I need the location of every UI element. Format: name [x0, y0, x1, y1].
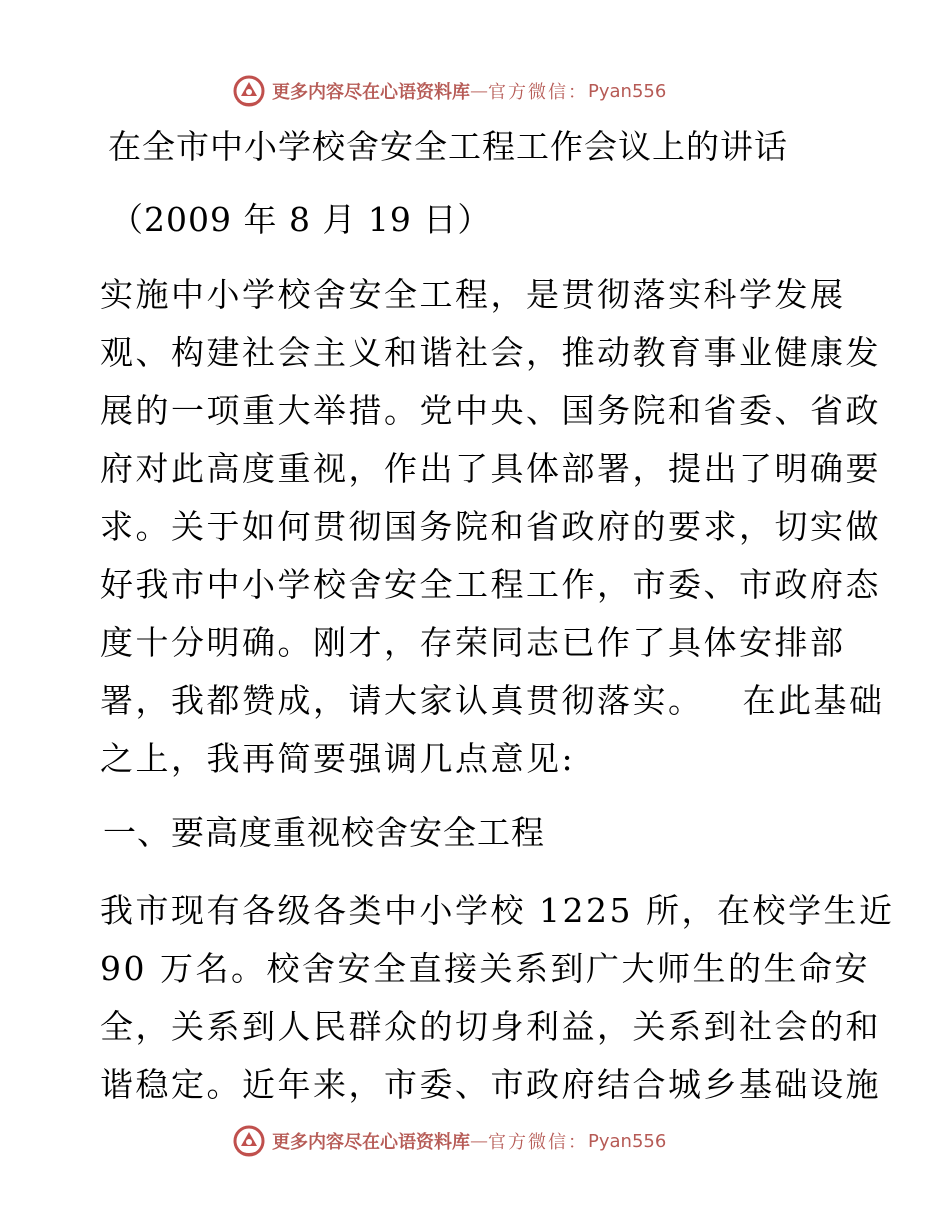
watermark-header	[232, 74, 666, 108]
watermark-separator: —	[470, 80, 488, 102]
watermark-brand: 更多内容尽在心语资料库	[272, 82, 470, 103]
paragraph-line: 之上，我再简要强调几点意见:	[100, 739, 576, 778]
paragraph-line: 展的一项重大举措。党中央、国务院和省委、省政	[100, 391, 881, 430]
watermark-tag: 官方微信：	[488, 1132, 588, 1153]
paragraph-line: 我市现有各级各类中小学校 1225 所，在校学生近	[100, 891, 895, 930]
watermark-separator: —	[470, 1130, 488, 1152]
paragraph-line: 谐稳定。近年来，市委、市政府结合城乡基础设施	[100, 1065, 881, 1104]
paragraph-line: 全，关系到人民群众的切身利益，关系到社会的和	[100, 1007, 881, 1046]
watermark-brand: 更多内容尽在心语资料库	[272, 1132, 470, 1153]
document-title: 在全市中小学校舍安全工程工作会议上的讲话	[108, 127, 788, 166]
brand-logo-icon	[232, 74, 266, 108]
paragraph-line: 求。关于如何贯彻国务院和省政府的要求，切实做	[100, 507, 881, 546]
paragraph-section-1	[100, 882, 895, 1114]
paragraph-line: 观、构建社会主义和谐社会，推动教育事业健康发	[100, 333, 881, 372]
paragraph-intro	[100, 266, 885, 788]
watermark-tag: 官方微信：	[488, 82, 588, 103]
document-date: （2009 年 8 月 19 日）	[110, 200, 492, 239]
watermark-wechat-id: Pyan556	[588, 80, 667, 102]
paragraph-line: 署，我都赞成，请大家认真贯彻落实。 在此基础	[100, 681, 885, 720]
paragraph-line: 府对此高度重视，作出了具体部署，提出了明确要	[100, 449, 881, 488]
section-heading-1: 一、要高度重视校舍安全工程	[103, 813, 545, 852]
paragraph-line: 度十分明确。刚才，存荣同志已作了具体安排部	[100, 623, 846, 662]
watermark-wechat-id: Pyan556	[588, 1130, 667, 1152]
brand-logo-icon	[232, 1124, 266, 1158]
paragraph-line: 好我市中小学校舍安全工程工作，市委、市政府态	[100, 565, 881, 604]
watermark-footer	[232, 1124, 666, 1158]
paragraph-line: 90 万名。校舍安全直接关系到广大师生的生命安	[100, 949, 870, 988]
paragraph-line: 实施中小学校舍安全工程，是贯彻落实科学发展	[100, 275, 846, 314]
